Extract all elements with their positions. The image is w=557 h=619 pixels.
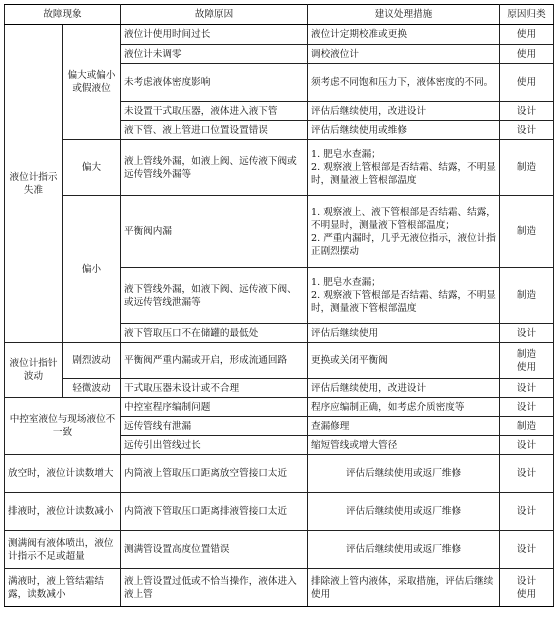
class-cell: 制造 使用: [500, 343, 554, 379]
measure-cell: 排除液上管内液体，采取措施，评估后继续使用: [308, 569, 500, 607]
class-cell: 设计: [500, 324, 554, 343]
symptom-sub: 偏大: [63, 140, 121, 196]
cause-cell: 中控室程序编制问题: [121, 398, 308, 417]
table-row: [5, 455, 554, 493]
symptom-sub: 偏大或偏小或假液位: [63, 25, 121, 140]
header-cause: 故障原因: [121, 5, 308, 25]
measure-cell: 缩短管线或增大管径: [308, 436, 500, 455]
class-cell: 设计: [500, 493, 554, 531]
table-row: [5, 196, 554, 268]
header-measure: 建议处理措施: [308, 5, 500, 25]
measure-cell: 更换或关闭平衡阀: [308, 343, 500, 379]
symptom-group: 排液时，液位计读数减小: [5, 493, 121, 531]
class-cell: 制造: [500, 196, 554, 268]
measure-cell: 评估后继续使用: [308, 324, 500, 343]
class-cell: 使用: [500, 45, 554, 64]
cause-cell: 液下管、液上管进口位置设置错误: [121, 121, 308, 140]
table-row: [5, 343, 554, 379]
class-cell: 制造: [500, 268, 554, 324]
symptom-group: 液位计指针波动: [5, 343, 63, 398]
class-cell: 设计: [500, 531, 554, 569]
table-row: [5, 140, 554, 196]
table-row: [5, 493, 554, 531]
header-class: 原因归类: [500, 5, 554, 25]
measure-cell: 液位计定期校准或更换: [308, 25, 500, 45]
table-row: [5, 531, 554, 569]
cause-cell: 未设置干式取压器，液体进入液下管: [121, 102, 308, 121]
measure-cell: 评估后继续使用或维修: [308, 121, 500, 140]
class-cell: 设计 使用: [500, 569, 554, 607]
table-row: [5, 569, 554, 607]
class-cell: 设计: [500, 398, 554, 417]
symptom-sub: 剧烈波动: [63, 343, 121, 379]
table-row: [5, 25, 554, 45]
symptom-sub: 轻微波动: [63, 379, 121, 398]
measure-cell: 评估后继续使用或返厂维修: [308, 493, 500, 531]
symptom-group: 液位计指示失准: [5, 25, 63, 343]
class-cell: 设计: [500, 102, 554, 121]
cause-cell: 未考虑液体密度影响: [121, 64, 308, 102]
cause-cell: 远传管线有泄漏: [121, 417, 308, 436]
measure-cell: 评估后继续使用，改进设计: [308, 379, 500, 398]
class-cell: 设计: [500, 436, 554, 455]
cause-cell: 液位计使用时间过长: [121, 25, 308, 45]
class-cell: 使用: [500, 25, 554, 45]
cause-cell: 内筒液下管取压口距离排液管接口太近: [121, 493, 308, 531]
cause-cell: 干式取压器未设计或不合理: [121, 379, 308, 398]
class-cell: 制造: [500, 140, 554, 196]
fault-table: [4, 4, 554, 607]
class-cell: 使用: [500, 64, 554, 102]
cause-cell: 液上管线外漏，如液上阀、远传液下阀或远传管线外漏等: [121, 140, 308, 196]
symptom-group: 放空时，液位计读数增大: [5, 455, 121, 493]
measure-cell: 评估后继续使用或返厂维修: [308, 455, 500, 493]
symptom-sub: 偏小: [63, 196, 121, 343]
cause-cell: 液上管设置过低或不恰当操作，液体进入液上管: [121, 569, 308, 607]
table-row: [5, 379, 554, 398]
header-symptom: 故障现象: [5, 5, 121, 25]
cause-cell: 平衡阀严重内漏或开启，形成流通回路: [121, 343, 308, 379]
measure-cell: 调校液位计: [308, 45, 500, 64]
class-cell: 制造: [500, 417, 554, 436]
table-row: [5, 398, 554, 417]
measure-cell: 1. 肥皂水查漏； 2. 观察液下管根部是否结霜、结露，不明显时，测量液下管根部温度: [308, 268, 500, 324]
cause-cell: 液下管取压口不在储罐的最低处: [121, 324, 308, 343]
measure-cell: 1. 观察液上、液下管根部是否结霜、结露，不明显时，测量液下管根部温度； 2. 严重内漏时，几乎无液位指示，液位计指正剧烈摆动: [308, 196, 500, 268]
measure-cell: 须考虑不同饱和压力下，液体密度的不同。: [308, 64, 500, 102]
symptom-group: 中控室液位与现场液位不一致: [5, 398, 121, 455]
cause-cell: 平衡阀内漏: [121, 196, 308, 268]
measure-cell: 程序应编制正确，如考虑介质密度等: [308, 398, 500, 417]
class-cell: 设计: [500, 379, 554, 398]
measure-cell: 查漏修理: [308, 417, 500, 436]
cause-cell: 液下管线外漏，如液下阀、远传液下阀、或远传管线泄漏等: [121, 268, 308, 324]
cause-cell: 液位计未调零: [121, 45, 308, 64]
class-cell: 设计: [500, 121, 554, 140]
cause-cell: 远传引出管线过长: [121, 436, 308, 455]
cause-cell: 内筒液上管取压口距离放空管接口太近: [121, 455, 308, 493]
cause-cell: 测满管设置高度位置错误: [121, 531, 308, 569]
measure-cell: 1. 肥皂水查漏； 2. 观察液上管根部是否结霜、结露，不明显时，测量液上管根部温度: [308, 140, 500, 196]
symptom-group: 满液时，液上管结霜结露，读数减小: [5, 569, 121, 607]
measure-cell: 评估后继续使用，改进设计: [308, 102, 500, 121]
class-cell: 设计: [500, 455, 554, 493]
measure-cell: 评估后继续使用或返厂维修: [308, 531, 500, 569]
table-header-row: [5, 5, 554, 25]
symptom-group: 测满阀有液体喷出，液位计指示不足或超量: [5, 531, 121, 569]
